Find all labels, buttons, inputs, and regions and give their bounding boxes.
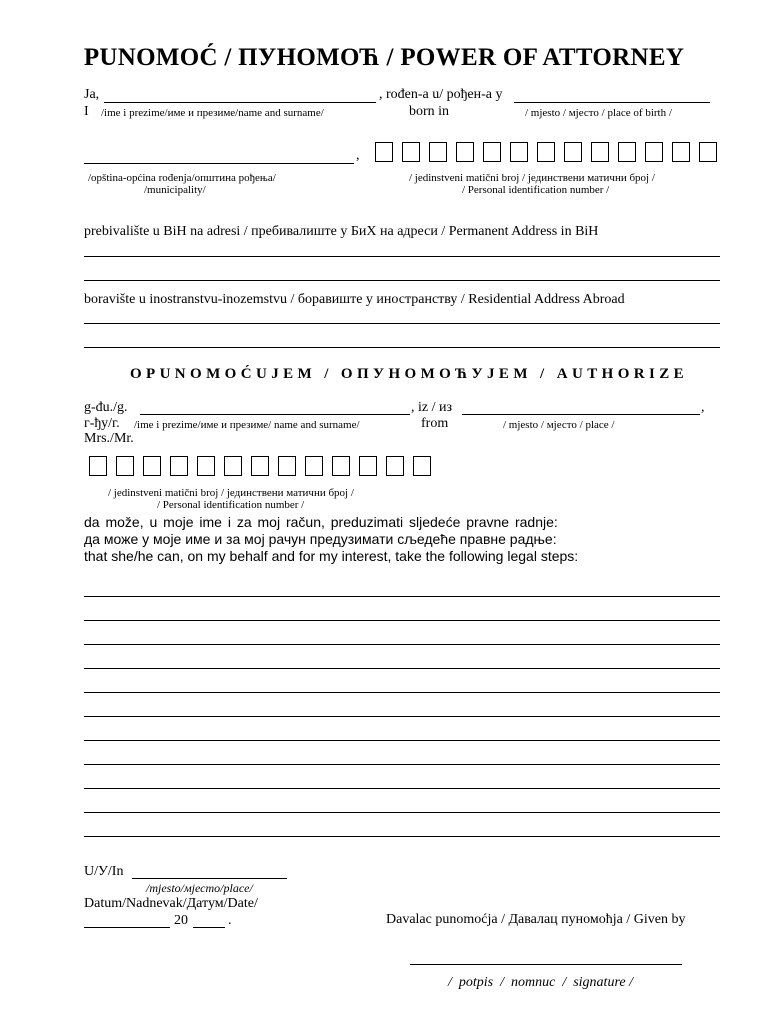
- permanent-address-label: prebivalište u BiH na adresi / пребивалиште у БиХ на адреси / Permanent Address in BiH: [84, 224, 599, 239]
- principal-jmb-hint-english: / Personal identification number /: [462, 184, 610, 196]
- statement-line-bs: da može, u moje ime i za moj račun, preduzimati sljedeće pravne radnje:: [84, 514, 558, 530]
- jmb-digit-box[interactable]: [456, 142, 474, 162]
- date-year-field[interactable]: [193, 927, 225, 928]
- attorney-jmb-hint-english: / Personal identification number /: [157, 499, 305, 511]
- jmb-digit-box[interactable]: [564, 142, 582, 162]
- jmb-digit-box[interactable]: [375, 142, 393, 162]
- authorize-heading: OPUNOMOĆUJEM / ОПУНОМОЋУЈЕМ / AUTHORIZE: [129, 366, 689, 382]
- permanent-address-field[interactable]: [84, 280, 720, 281]
- principal-jmb-hint: / jedinstveni matični broj / јединствени матични број /: [409, 172, 655, 184]
- jmb-digit-box[interactable]: [332, 456, 350, 476]
- jmb-digit-box[interactable]: [359, 456, 377, 476]
- municipality-comma: ,: [356, 148, 360, 163]
- legal-steps-line[interactable]: [84, 836, 720, 837]
- jmb-digit-box[interactable]: [116, 456, 134, 476]
- ja-label: Ja,: [84, 87, 100, 102]
- attorney-name-field[interactable]: [140, 414, 410, 415]
- jmb-digit-box[interactable]: [89, 456, 107, 476]
- signature-field[interactable]: [410, 964, 682, 965]
- legal-steps-line[interactable]: [84, 740, 720, 741]
- jmb-digit-box[interactable]: [413, 456, 431, 476]
- legal-steps-line[interactable]: [84, 812, 720, 813]
- attorney-jmb-hint: / jedinstveni matični broj / јединствени матични број /: [108, 487, 354, 499]
- jmb-digit-box[interactable]: [143, 456, 161, 476]
- attorney-place-hint: / mjesto / мјесто / place /: [503, 419, 615, 431]
- legal-steps-line[interactable]: [84, 788, 720, 789]
- signature-hint: / potpis / потпис / signature /: [448, 975, 633, 990]
- birth-place-hint: / mjesto / мјесто / place of birth /: [525, 107, 672, 119]
- given-by-label: Davalac punomoćja / Давалац пуномоћја / Given by: [386, 912, 686, 927]
- jmb-digit-box[interactable]: [618, 142, 636, 162]
- legal-steps-line[interactable]: [84, 764, 720, 765]
- jmb-digit-box[interactable]: [537, 142, 555, 162]
- gdju-label: г-ђу/г.: [84, 416, 120, 431]
- jmb-digit-box[interactable]: [197, 456, 215, 476]
- born-in-label: , rođen-a u/ рођен-а у: [379, 87, 503, 102]
- statement-line-en: that she/he can, on my behalf and for my interest, take the following legal steps:: [84, 548, 579, 564]
- abroad-address-field[interactable]: [84, 347, 720, 348]
- principal-name-field[interactable]: [104, 102, 376, 103]
- abroad-address-field[interactable]: [84, 323, 720, 324]
- jmb-digit-box[interactable]: [699, 142, 717, 162]
- jmb-digit-box[interactable]: [251, 456, 269, 476]
- jmb-digit-box[interactable]: [305, 456, 323, 476]
- municipality-hint: /opština-općina rođenja/општина рођења/: [88, 172, 276, 184]
- from-label: , iz / из: [411, 400, 453, 415]
- date-day-month-field[interactable]: [84, 927, 170, 928]
- abroad-address-label: boravište u inostranstvu-inozemstvu / боравиште у иностранству / Residential Address Abroad: [84, 292, 625, 307]
- date-label: Datum/Nadnevak/Датум/Date/: [84, 896, 258, 911]
- principal-name-hint: /ime i prezime/име и презиме/name and surname/: [101, 107, 324, 119]
- jmb-digit-box[interactable]: [386, 456, 404, 476]
- legal-steps-line[interactable]: [84, 644, 720, 645]
- attorney-trailing-comma: ,: [701, 400, 705, 415]
- in-label: U/У/In: [84, 864, 124, 879]
- signing-place-hint: /mjesto/мјесто/place/: [146, 881, 253, 895]
- from-english-label: from: [421, 416, 449, 431]
- jmb-digit-box[interactable]: [402, 142, 420, 162]
- attorney-place-field[interactable]: [462, 414, 700, 415]
- jmb-digit-box[interactable]: [278, 456, 296, 476]
- mrs-mr-label: Mrs./Mr.: [84, 431, 134, 446]
- legal-steps-line[interactable]: [84, 716, 720, 717]
- document-title: PUNOMOĆ / ПУНОМОЋ / POWER OF ATTORNEY: [83, 44, 685, 71]
- jmb-digit-box[interactable]: [483, 142, 501, 162]
- legal-steps-line[interactable]: [84, 620, 720, 621]
- date-period: .: [228, 913, 232, 928]
- jmb-digit-box[interactable]: [224, 456, 242, 476]
- signing-place-field[interactable]: [132, 878, 287, 879]
- legal-steps-line[interactable]: [84, 668, 720, 669]
- permanent-address-field[interactable]: [84, 256, 720, 257]
- statement-line-sr: да може у моје име и за мој рачун предузимати сљедеће правне радње:: [84, 531, 557, 547]
- jmb-digit-box[interactable]: [429, 142, 447, 162]
- legal-steps-line[interactable]: [84, 596, 720, 597]
- year-prefix: 20: [174, 913, 188, 928]
- jmb-digit-box[interactable]: [170, 456, 188, 476]
- jmb-digit-box[interactable]: [510, 142, 528, 162]
- jmb-digit-box[interactable]: [591, 142, 609, 162]
- birth-place-field[interactable]: [514, 102, 710, 103]
- born-in-english-label: born in: [409, 104, 450, 119]
- gdu-label: g-đu./g.: [84, 400, 128, 415]
- i-label: I: [84, 104, 89, 119]
- jmb-digit-box[interactable]: [645, 142, 663, 162]
- municipality-hint-english: /municipality/: [144, 184, 206, 196]
- attorney-name-hint: /ime i prezime/име и презиме/ name and surname/: [134, 419, 360, 431]
- jmb-digit-box[interactable]: [672, 142, 690, 162]
- municipality-field[interactable]: [84, 163, 354, 164]
- legal-steps-line[interactable]: [84, 692, 720, 693]
